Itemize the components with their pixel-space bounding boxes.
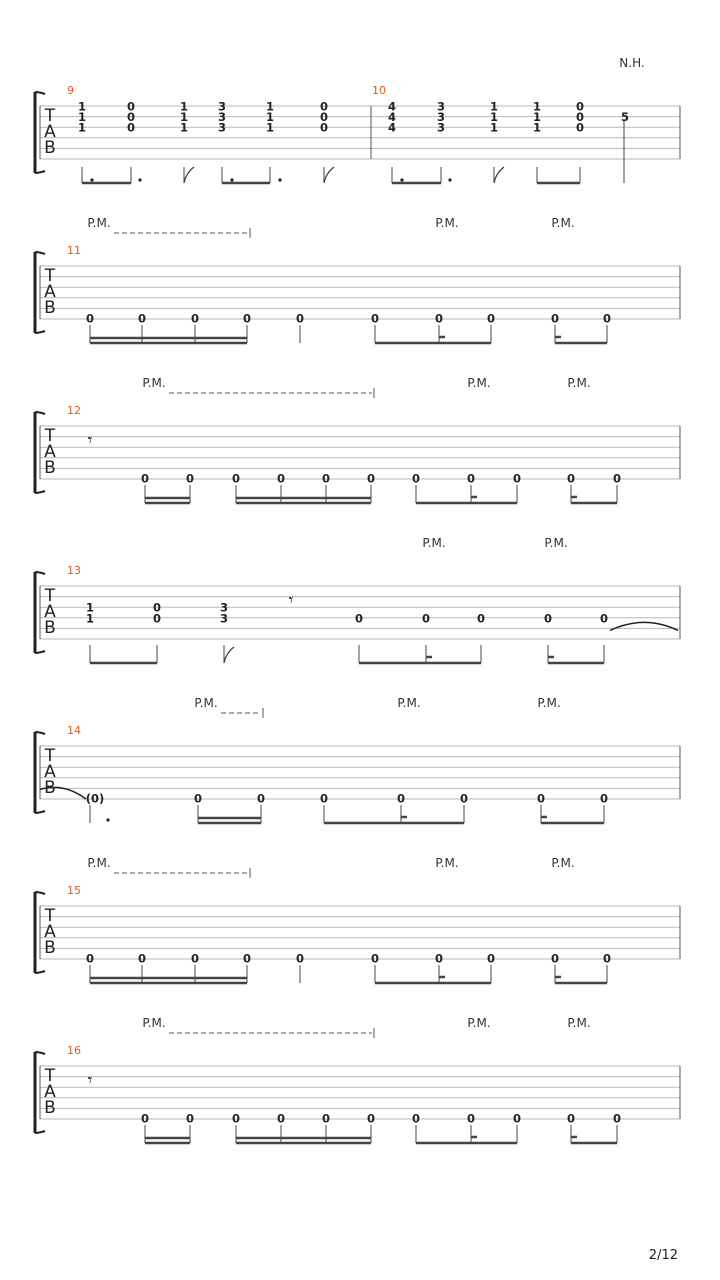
fret-number: 0 xyxy=(370,951,380,966)
eighth-rest: 𝄾 xyxy=(87,430,93,451)
fret-number: 0 xyxy=(466,471,476,486)
palm-mute-label: P.M. xyxy=(567,376,591,390)
fret-number: 0 xyxy=(185,471,195,486)
fret-number: 0 xyxy=(276,1111,286,1126)
fret-number: 0 xyxy=(319,99,329,114)
tab-clef-a: A xyxy=(44,1082,56,1102)
fret-number: 3 xyxy=(217,120,227,135)
tab-clef-a: A xyxy=(44,122,56,142)
palm-mute-label: P.M. xyxy=(467,1016,491,1030)
fret-number: 0 xyxy=(612,471,622,486)
fret-number: 1 xyxy=(179,99,189,114)
fret-number: 0 xyxy=(85,311,95,326)
fret-number: 4 xyxy=(387,120,397,135)
fret-number: 0 xyxy=(512,471,522,486)
tie-arc xyxy=(610,622,678,630)
fret-number: 0 xyxy=(319,791,329,806)
fret-number: 0 xyxy=(550,311,560,326)
palm-mute-label: P.M. xyxy=(435,216,459,230)
fret-number: 1 xyxy=(179,120,189,135)
fret-number: 0 xyxy=(295,951,305,966)
fret-number: 0 xyxy=(512,1111,522,1126)
fret-number: 0 xyxy=(319,120,329,135)
fret-number: 4 xyxy=(387,99,397,114)
fret-number: 0 xyxy=(295,311,305,326)
measure-number: 13 xyxy=(67,564,81,577)
palm-mute-label: P.M. xyxy=(397,696,421,710)
fret-number: 0 xyxy=(321,471,331,486)
eighth-rest: 𝄾 xyxy=(87,1070,93,1091)
natural-harmonic-label: N.H. xyxy=(619,56,645,70)
palm-mute-label: P.M. xyxy=(87,216,111,230)
measure-number: 15 xyxy=(67,884,81,897)
fret-number: 0 xyxy=(321,1111,331,1126)
palm-mute-label: P.M. xyxy=(544,536,568,550)
tab-system xyxy=(35,868,680,983)
fret-number: 0 xyxy=(190,951,200,966)
tab-clef-b: B xyxy=(44,938,56,958)
fret-number: 0 xyxy=(575,110,585,125)
tab-clef-b: B xyxy=(44,778,56,798)
fret-number: 3 xyxy=(436,120,446,135)
fret-number: 1 xyxy=(85,600,95,615)
measure-number: 14 xyxy=(67,724,81,737)
fret-number: 0 xyxy=(126,110,136,125)
tab-clef-b: B xyxy=(44,138,56,158)
note-flag xyxy=(324,167,334,183)
dot xyxy=(278,178,281,181)
fret-number: 3 xyxy=(219,600,229,615)
fret-number: (0) xyxy=(85,791,105,806)
palm-mute-label: P.M. xyxy=(87,856,111,870)
measure-number: 16 xyxy=(67,1044,81,1057)
fret-number: 0 xyxy=(126,99,136,114)
fret-number: 1 xyxy=(77,120,87,135)
tab-clef-t: T xyxy=(44,746,56,766)
dot xyxy=(448,178,451,181)
fret-number: 1 xyxy=(85,611,95,626)
palm-mute-label: P.M. xyxy=(194,696,218,710)
measure-number: 12 xyxy=(67,404,81,417)
fret-number: 0 xyxy=(190,311,200,326)
fret-number: 0 xyxy=(486,311,496,326)
fret-number: 0 xyxy=(193,791,203,806)
note-flag xyxy=(184,167,194,183)
fret-number: 0 xyxy=(411,471,421,486)
fret-number: 0 xyxy=(550,951,560,966)
fret-number: 0 xyxy=(599,791,609,806)
dot xyxy=(106,818,109,821)
tab-clef-t: T xyxy=(44,266,56,286)
dot xyxy=(138,178,141,181)
fret-number: 0 xyxy=(476,611,486,626)
fret-number: 0 xyxy=(421,611,431,626)
tab-system xyxy=(35,228,680,343)
fret-number: 0 xyxy=(231,471,241,486)
fret-number: 0 xyxy=(137,951,147,966)
tab-system xyxy=(35,708,680,823)
fret-number: 0 xyxy=(256,791,266,806)
tab-system xyxy=(35,1028,680,1143)
fret-number: 0 xyxy=(370,311,380,326)
fret-number: 0 xyxy=(140,1111,150,1126)
fret-number: 0 xyxy=(575,120,585,135)
tab-clef-b: B xyxy=(44,458,56,478)
note-flag xyxy=(224,647,234,663)
measure-number: 10 xyxy=(372,84,386,97)
tab-clef-a: A xyxy=(44,282,56,302)
measure-number: 9 xyxy=(67,84,74,97)
fret-number: 0 xyxy=(185,1111,195,1126)
fret-number: 1 xyxy=(489,99,499,114)
fret-number: 0 xyxy=(140,471,150,486)
fret-number: 1 xyxy=(532,110,542,125)
fret-number: 1 xyxy=(532,99,542,114)
fret-number: 0 xyxy=(459,791,469,806)
fret-number: 0 xyxy=(612,1111,622,1126)
fret-number: 3 xyxy=(436,99,446,114)
note-flag xyxy=(494,167,504,183)
eighth-rest: 𝄾 xyxy=(288,590,294,611)
palm-mute-label: P.M. xyxy=(551,856,575,870)
fret-number: 0 xyxy=(434,311,444,326)
fret-number: 0 xyxy=(536,791,546,806)
fret-number: 0 xyxy=(486,951,496,966)
palm-mute-label: P.M. xyxy=(422,536,446,550)
fret-number: 3 xyxy=(217,110,227,125)
fret-number: 0 xyxy=(434,951,444,966)
palm-mute-label: P.M. xyxy=(142,376,166,390)
fret-number: 0 xyxy=(566,1111,576,1126)
fret-number: 5 xyxy=(620,110,630,125)
tab-clef-a: A xyxy=(44,602,56,622)
fret-number: 0 xyxy=(599,611,609,626)
fret-number: 0 xyxy=(602,951,612,966)
fret-number: 0 xyxy=(276,471,286,486)
fret-number: 3 xyxy=(219,611,229,626)
fret-number: 1 xyxy=(489,120,499,135)
tab-clef-a: A xyxy=(44,442,56,462)
fret-number: 0 xyxy=(602,311,612,326)
palm-mute-label: P.M. xyxy=(142,1016,166,1030)
fret-number: 0 xyxy=(575,99,585,114)
fret-number: 4 xyxy=(387,110,397,125)
tab-clef-a: A xyxy=(44,762,56,782)
palm-mute-label: P.M. xyxy=(551,216,575,230)
fret-number: 0 xyxy=(319,110,329,125)
palm-mute-label: P.M. xyxy=(537,696,561,710)
fret-number: 0 xyxy=(396,791,406,806)
fret-number: 0 xyxy=(137,311,147,326)
measure-number: 11 xyxy=(67,244,81,257)
fret-number: 1 xyxy=(77,110,87,125)
fret-number: 0 xyxy=(242,311,252,326)
dot xyxy=(230,178,233,181)
palm-mute-label: P.M. xyxy=(567,1016,591,1030)
fret-number: 0 xyxy=(231,1111,241,1126)
palm-mute-label: P.M. xyxy=(435,856,459,870)
dot xyxy=(90,178,93,181)
tab-clef-b: B xyxy=(44,1098,56,1118)
fret-number: 1 xyxy=(179,110,189,125)
dot xyxy=(400,178,403,181)
fret-number: 0 xyxy=(242,951,252,966)
fret-number: 0 xyxy=(543,611,553,626)
fret-number: 1 xyxy=(77,99,87,114)
tab-clef-b: B xyxy=(44,618,56,638)
tab-clef-b: B xyxy=(44,298,56,318)
fret-number: 1 xyxy=(265,99,275,114)
tab-clef-t: T xyxy=(44,586,56,606)
fret-number: 1 xyxy=(489,110,499,125)
fret-number: 0 xyxy=(366,1111,376,1126)
tab-clef-t: T xyxy=(44,426,56,446)
page-number: 2/12 xyxy=(648,1248,678,1263)
tab-clef-t: T xyxy=(44,106,56,126)
fret-number: 0 xyxy=(126,120,136,135)
fret-number: 1 xyxy=(265,110,275,125)
fret-number: 1 xyxy=(265,120,275,135)
tab-clef-t: T xyxy=(44,1066,56,1086)
fret-number: 3 xyxy=(436,110,446,125)
fret-number: 0 xyxy=(152,611,162,626)
tab-clef-t: T xyxy=(44,906,56,926)
fret-number: 0 xyxy=(566,471,576,486)
fret-number: 0 xyxy=(411,1111,421,1126)
fret-number: 0 xyxy=(366,471,376,486)
fret-number: 3 xyxy=(217,99,227,114)
palm-mute-label: P.M. xyxy=(467,376,491,390)
fret-number: 0 xyxy=(152,600,162,615)
fret-number: 0 xyxy=(466,1111,476,1126)
fret-number: 1 xyxy=(532,120,542,135)
fret-number: 0 xyxy=(85,951,95,966)
fret-number: 0 xyxy=(354,611,364,626)
tab-clef-a: A xyxy=(44,922,56,942)
tab-system xyxy=(35,388,680,503)
